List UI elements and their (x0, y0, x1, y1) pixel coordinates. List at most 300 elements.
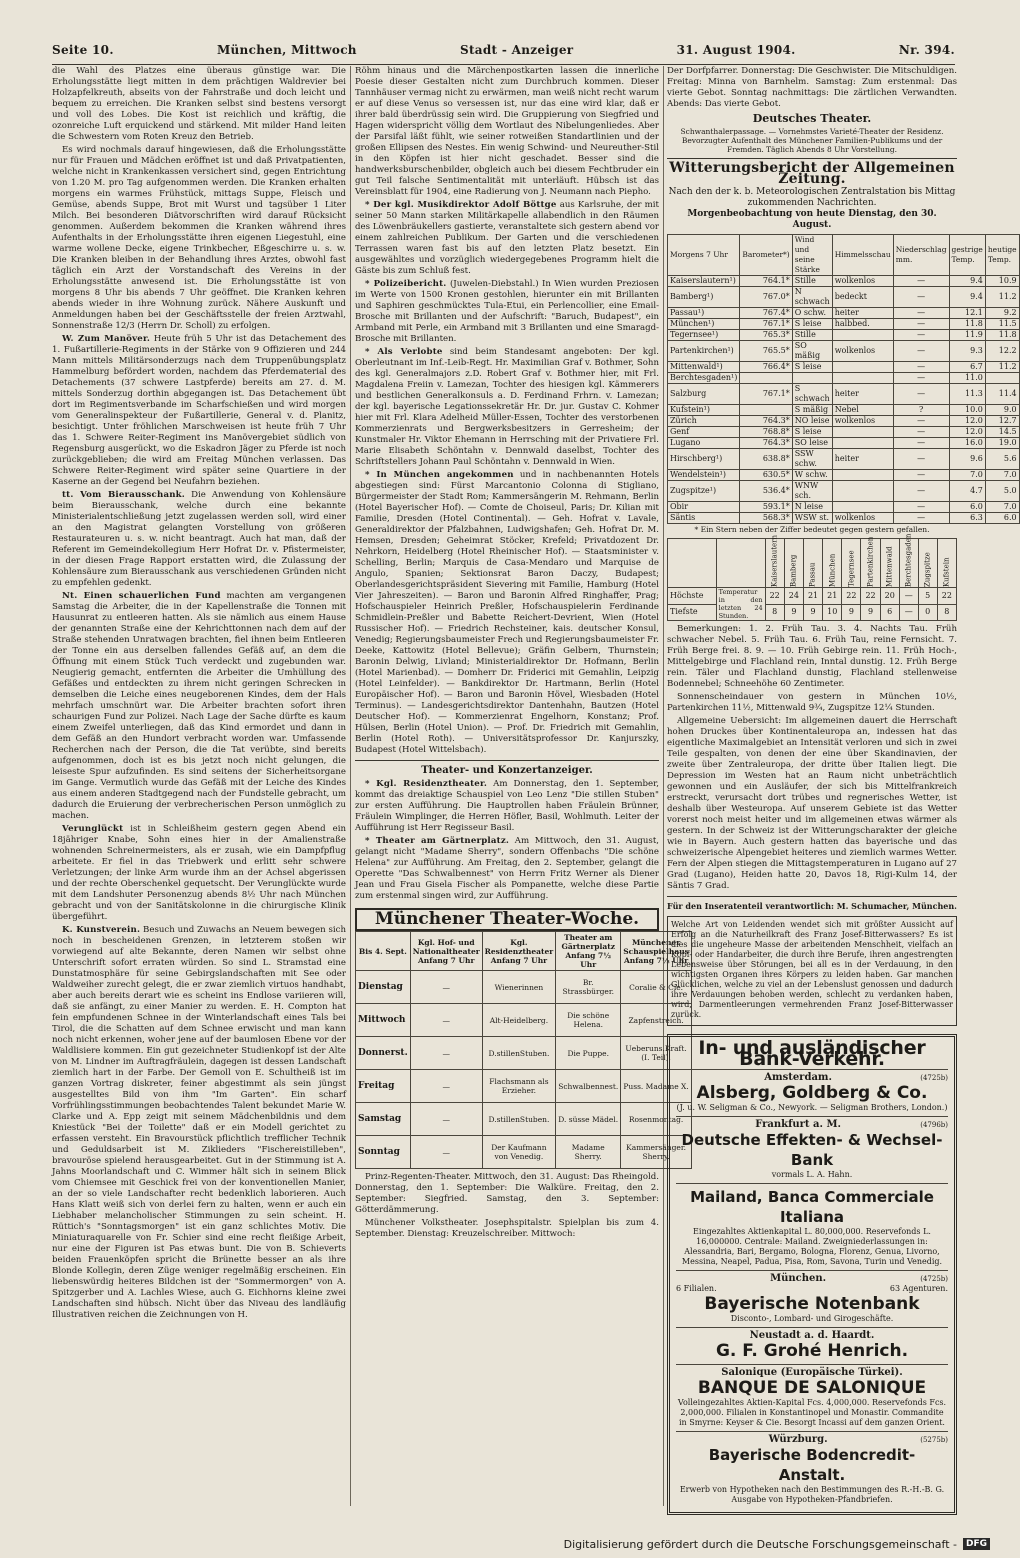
table-cell: — (893, 362, 949, 373)
table-cell (832, 438, 893, 449)
column-header: Kaiserslautern (765, 539, 784, 588)
column-header: Mittenwald (880, 539, 899, 588)
bank-entry (676, 1431, 948, 1508)
weather-note: * Ein Stern neben der Ziffer bedeutet gegen gestern gefallen. (694, 525, 930, 534)
bank-advertisement (667, 1034, 957, 1515)
bank-entry (676, 1327, 948, 1364)
article-verunglueckt (52, 824, 346, 923)
article-heading: * Der kgl. Musikdirektor Adolf Böttge (365, 200, 557, 210)
column-header: Zugspitze (918, 539, 937, 588)
table-cell: — (899, 588, 918, 605)
table-cell (792, 373, 832, 384)
table-row (668, 449, 1020, 470)
table-cell: 8 (765, 604, 784, 621)
column-header: Barometer*) (740, 235, 792, 276)
table-cell (832, 427, 893, 438)
table-cell: Wienerinnen (482, 971, 556, 1004)
ad-text: Welche Art von Leidenden wendet sich mit größter Aussicht auf Erfolg an die Naturheilkraft des Franz Josef-Bitterwassers? Es ist dies die ungeheure Masse der arbeitenden Menschheit, vielfach an Kopf- oder Handarbeiter, die durch ihre Berufe, ihren angestrengten Lebensweise über Störungen, bei all es in der Verdauung, in den wichtigsten Organen ihres Körpers zu leiden haben. Gar manchen Glücklichen, welche zu viel an der Lebenslust genossen und dadurch ihre Verdauungen behoben werden, schlecht zu verdanken haben, wird, Darmentleerungen vermehrenden Franz Josef-Bitterwasser zurück. (671, 920, 953, 1019)
table-cell: wolkenlos (832, 341, 893, 362)
station-cell: Wendelstein¹) (668, 470, 740, 481)
table-cell: 10.0 (949, 405, 985, 416)
theater-section-heading: Theater- und Konzertanzeiger. (421, 765, 593, 776)
column-header: Kgl. Hof- und Nationaltheater Anfang 7 Uhr (410, 932, 482, 971)
table-cell: 9.6 (949, 449, 985, 470)
table-row (668, 373, 1020, 384)
bank-name: Mailand, Banca Commerciale Italiana (690, 1188, 934, 1226)
table-cell: halbbed. (832, 319, 893, 330)
bank-details: Disconto-, Lombard- und Girogeschäfte. (730, 1314, 894, 1323)
station-cell: Kaiserslautern¹) (668, 276, 740, 287)
table-cell: — (893, 470, 949, 481)
article-text: Heute früh 5 Uhr ist das Detachement des 1. Fußartillerie-Regiments in der Stärke von 9 Offizieren und 244 Mann mittels Militärsonderzugs nach dem Truppenübungsplatz Hammelburg befördert worden, nachdem das Pferdematerial des Detachements (37 schwere Lastpferde) bereits am 27. d. M. mittels Sonderzug dorthin abgegangen ist. Das Detachement übt dort im Regimentsverbande im Scharfschießen und wird morgen vom Generalinspekteur der Fußartillerie, General v. d. Planitz, besichtigt. Unter fröhlichen Marschweisen ist heute früh 7 Uhr das 1. Schwere Reiter-Regiment ins Manövergebiet südlich von Regensburg ausgerückt, wo die Eskadron Jäger zu Pferde ist noch zurückgeblieben; die wird am Freitag München verlassen. Das Schwere Reiter-Regiment wird später seine Quartiere in der Kaserne an der Gegend bei Neufahrn beziehen. (52, 334, 347, 487)
table-cell: N leise (792, 502, 832, 513)
article-text: sind beim Standesamt angeboten: Der kgl. Oberleutnant im Inf.-Leib-Regt. Hr. Maximilian Graf v. Bothmer, Sohn des kgl. Generalmajors z.D. Robert Graf v. Bothmer hier, mit Frl. Magdalena Freiin v. Lamezan, Tochter des hiesigen kgl. Kämmerers und bestlichen Generalkonsuls a. D. Ferdinand Frhrn. v. Lamezan; der kgl. bayerische Legationssekretär Hr. Dr. jur. Gustav C. Kohmer hier mit Frl. Klara Adelheid Müller-Essen, Tochter des verstorbenen Kommerzienrats und Bergwerksbesitzers in Gerresheim; der Kunstmaler Hr. Viktor Ehemann in Herrsching mit der Privatiere Frl. Marie Elisabeth Schöntahn v. Dennwald daselbst, Tochter des Schriftstellers Johann Paul Schöntahn v. Dennwald in Wien. (355, 347, 659, 467)
table-cell: 5.6 (985, 449, 1019, 470)
article-text: und in nachbenannten Hotels abgestiegen sind: Fürst Marcantonio Colonna di Stigliano, Bürgermeister der Stadt Rom; Kammersängerin M. Rehmann, Berlin (Hotel Bayerischer Hof). — Comte de Choiseul, Paris; Dr. Kilian mit Familie, Dresden (Hotel Continental). — Geh. Hofrat v. Lavale, Generaldirektor der Pfalzbahnen, Ludwigshafen; Geh. Hofrat Dr. M. Hemsen, Dresden; Geheimrat Stöcker, Krefeld; Privatdozent Dr. Nehrkorn, Heidelberg (Hotel Rheinischer Hof). — Staatsminister v. Schelling, Berlin; Marquis de Casa-Mendaro und Marquise de Angulo, Spanien; Sektionsrat Baron Daczy, Budapest; Oberlandesgerichtspräsident Sievering mit Familie, Hamburg (Hotel Vier Jahreszeiten). — Baron und Baronin Alfred Ringhaffer, Prag; Hofschauspieler Heinrich Preßler, Hofschauspielerin Ferdinande Schmidlein-Preßler und Babette Reichert-Devrient, Wien (Hotel Russischer Hof). — Friedrich Rechsteiner, kais. deutscher Konsul, Venedig; Regierungsbaumeister Frech und Regierungsbaumeister Fr. Deeke, Kattowitz (Hotel Bellevue); Gräfin Gelbern, Thurnstein; Baronin Delwig, Livland; Ministerialdirektor Dr. Hofmann, Berlin (Hotel Marienbad). — Domherr Dr. Friderici mit Gemahlin, Leipzig (Hotel Leinfelder). — Bankdirektor Dr. Hartmann, Berlin (Hotel Europäischer Hof). — Baron und Baronin Hövel, Wiesbaden (Hotel Terminus). — Landesgerichtsdirektor Dantenhahn, Bautzen (Hotel Deutscher Hof). — Kommerzienrat Engelhorn, Konstanz; Prof. Hülsen, Berlin (Hotel Union). — Prof. Dr. Friedrich mit Gemahlin, Berlin (Hotel Roth). — Universitätsprofessor Dr. Kanjurszky, Budapest (Hotel Wittelsbach). (355, 470, 659, 755)
weather-remarks: Bemerkungen: 1. 2. Früh Tau. 3. 4. Nachts Tau. Früh schwacher Nebel. 5. Früh Tau. 6. Früh Tau, reine Fernsicht. 7. Früh Berge frei. 8. 9. — 10. Früh Gebirge rein. 11. Früh Hoch-, Mittelgebirge und Flachland rein, Inntal dunstig. 12. Früh Berge rein. Täler und Flachland dunstig, Flachland stellenweise Bodennebel; Schneehöhe 60 Zentimeter. (667, 624, 957, 689)
table-cell: 6.3 (949, 513, 985, 524)
column-header: Münchener Schauspielhaus Anfang 7½ Uhr (621, 932, 692, 971)
table-row (668, 405, 1020, 416)
article-kunstverein (52, 925, 346, 1321)
table-cell: 764.3* (740, 416, 792, 427)
article-heading: Verunglückt (62, 824, 124, 834)
article-paragraph: Es wird nochmals darauf hingewiesen, daß die Erholungsstätte nur für Frauen und Mädchen eröffnet ist und daß Privatpatienten, welche nicht in Krankenkassen versichert sind, gegen Entrichtung von 1.20 M. pro Tag aufgenommen werden. Die Kranken erhalten morgens ein warmes Frühstück, mittags Suppe, Fleisch und Gemüse, abends Suppe, Brot mit Wurst und tagsüber 1 Liter Milch. Bei besonderen Diätvorschriften wird darauf Rücksicht genommen. Außerdem bekommen die Kranken während ihres Aufenthalts in der Erholungsstätte ihren eigenen Liegestuhl, eine warme wollene Decke, eigene Trinkbecher, Eßgeschirre u. s. w. Die Kranken bleiben in der Behandlung ihres Arztes, obwohl fast täglich ein Arzt der Vorstandschaft des Vereins in der Erholungsstätte anwesend ist. Die Erholungsstätte ist von morgens 8 Uhr bis abends 7 Uhr geöffnet. Die Kranken kehren abends wieder in ihre Wohnung zurück. Nähere Auskunft und Anmeldungen haben bei der Geschäftsstelle der freien Arztwahl, Sonnenstraße 12/3 (Herrn Dr. Scholl) zu erfolgen. (52, 145, 346, 331)
table-cell: N schwach (792, 287, 832, 308)
article-text: (Juwelen-Diebstahl.) In Wien wurden Preziosen im Werte von 1500 Kronen gestohlen, hierunter ein mit Brillanten und Saphiren geschmücktes Tula-Etui, ein Perlencollier, eine Email-Brosche mit Brillanten und der Aufschrift: "Baruch, Budapest", ein Armband mit Perle, ein Armband mit 3 Brillanten und eine Smaragd-Brosche mit Brillanten. (355, 279, 660, 344)
table-cell: 11.4 (985, 384, 1019, 405)
table-cell (740, 373, 792, 384)
table-row (668, 588, 957, 605)
table-cell: S mäßig (792, 405, 832, 416)
article-heading: * Als Verlobte (365, 347, 443, 357)
table-cell: — (410, 1070, 482, 1103)
table-cell: 21 (823, 588, 842, 605)
article-heading: * In München angekommen (365, 470, 514, 480)
column-header: Wind und seine Stärke (792, 235, 832, 276)
table-row (668, 362, 1020, 373)
table-cell: wolkenlos (832, 276, 893, 287)
table-cell: W schw. (792, 470, 832, 481)
column-header: Himmelsschau (832, 235, 893, 276)
table-cell: — (893, 373, 949, 384)
header-date: 31. August 1904. (676, 43, 796, 57)
day-cell: Mittwoch (356, 1004, 411, 1037)
table-cell: Schwalbennest. (556, 1070, 621, 1103)
weather-table (667, 234, 1020, 524)
table-cell: 19.0 (985, 438, 1019, 449)
article-heading: K. Kunstverein. (62, 925, 141, 935)
column-header: München (823, 539, 842, 588)
bank-details: Volleingezahltes Aktien-Kapital Fcs. 4,000,000. Reservefonds Fcs. 2,000,000. Filialen in Konstantinopel und Monastir. Commandite in Smyrne: Keyser & Cie. Besorgt Incassi auf dem ganzen Orient. (677, 1398, 947, 1427)
table-cell: — (410, 971, 482, 1004)
column-header: Kgl. Residenztheater Anfang 7 Uhr (482, 932, 556, 971)
table-cell: 767.1* (740, 384, 792, 405)
bank-city: Salonique (Europäische Türkei). (721, 1367, 903, 1378)
table-cell: WSW st. (792, 513, 832, 524)
article-fund (52, 591, 346, 822)
table-cell: Alt-Heidelberg. (482, 1004, 556, 1037)
table-cell: 5 (918, 588, 937, 605)
station-cell: Salzburg (668, 384, 740, 405)
table-cell: 764.3* (740, 438, 792, 449)
bank-details: Erwerb von Hypotheken nach den Bestimmungen des R.-H.-B. G. Ausgabe von Hypotheken-Pfandbriefen. (679, 1485, 945, 1504)
table-cell: 5.0 (985, 481, 1019, 502)
table-cell: — (893, 438, 949, 449)
bank-name: BANQUE DE SALONIQUE (697, 1378, 927, 1398)
table-cell: wolkenlos (832, 513, 893, 524)
table-cell (832, 362, 893, 373)
table-row (668, 481, 1020, 502)
station-cell: Lugano (668, 438, 740, 449)
table-cell: bedeckt (832, 287, 893, 308)
table-cell: — (410, 1004, 482, 1037)
table-cell: Ueberuns.Kraft. (I. Teil). (621, 1037, 692, 1070)
table-cell: 767.1* (740, 319, 792, 330)
agency-count: 63 Agenturen. (889, 1284, 948, 1293)
table-cell: 11.3 (949, 384, 985, 405)
table-cell: 22 (765, 588, 784, 605)
table-cell: — (893, 416, 949, 427)
table-cell: heiter (832, 449, 893, 470)
day-cell: Freitag (356, 1070, 411, 1103)
dfg-logo: DFG (963, 1538, 990, 1550)
table-cell: 20 (880, 588, 899, 605)
table-cell: — (893, 427, 949, 438)
temperature-table (667, 533, 957, 621)
table-cell: D.stillenStuben. (482, 1037, 556, 1070)
row-label: Tiefste (668, 604, 717, 621)
table-cell: WNW sch. (792, 481, 832, 502)
column-1 (52, 66, 346, 1506)
station-cell: Passau¹) (668, 308, 740, 319)
footer-text: Digitalisierung gefördert durch die Deutsche Forschungsgemeinschaft - (563, 1537, 957, 1551)
table-row (668, 427, 1020, 438)
table-cell: — (893, 513, 949, 524)
article-text: aus Karlsruhe, der mit seiner 50 Mann starken Militärkapelle allabendlich in den Räumen des Löwenbräukellers gastierte, veranstaltete sich gestern abend vor einem zahlreichen Publikum. Der Garten und die verschiedenen Terrassen waren fast bis auf den letzten Platz besetzt. Ein ausgewähltes und vorzüglich wiedergegebenes Programm hielt die Gäste bis zum Schluß fest. (355, 200, 660, 276)
article-heading: * Kgl. Residenztheater. (365, 779, 488, 789)
station-cell: Zugspitze¹) (668, 481, 740, 502)
table-header-row (668, 235, 1020, 276)
column-rule (350, 66, 351, 1506)
table-cell: Coralie & Cie. (621, 971, 692, 1004)
table-cell: 12.7 (985, 416, 1019, 427)
franz-josef-ad (667, 916, 957, 1026)
table-cell: — (893, 502, 949, 513)
table-cell: 22 (861, 588, 880, 605)
table-row (356, 1037, 692, 1070)
column-header: Kufstein (937, 539, 956, 588)
table-row (668, 502, 1020, 513)
table-row (668, 470, 1020, 481)
branch-count: 6 Filialen. (676, 1284, 717, 1293)
table-cell: SO mäßig (792, 341, 832, 362)
day-cell: Samstag (356, 1103, 411, 1136)
table-cell: 7.0 (985, 470, 1019, 481)
table-cell: 11.2 (985, 362, 1019, 373)
page-header (52, 40, 955, 65)
table-cell: 766.4* (740, 362, 792, 373)
column-header: heutige Temp. (985, 235, 1019, 276)
page-number: Seite 10. (52, 43, 114, 57)
table-row (356, 971, 692, 1004)
table-cell: Der Kaufmann von Venedig. (482, 1136, 556, 1169)
table-cell: 22 (937, 588, 956, 605)
station-cell: München¹) (668, 319, 740, 330)
article-text: Am Mittwoch, den 31. August, gelangt nicht "Madame Sherry", sondern Offenbachs "Die schöne Helena" zur Aufführung. Am Freitag, den 2. September, gelangt die Operette "Das Schwalbennest" von Herrn Fritz Werner als Diener Jean und Frau Gisela Fischer als Pompanette, welche diese Partie zum erstenmal singen wird, zur Aufführung. (355, 836, 660, 901)
table-cell: 16.0 (949, 438, 985, 449)
table-cell: 11.2 (985, 287, 1019, 308)
column-header: Niederschlag mm. (893, 235, 949, 276)
table-cell: 4.7 (949, 481, 985, 502)
table-cell: 6.7 (949, 362, 985, 373)
column-header: Bamberg (784, 539, 803, 588)
station-cell: Berchtesgaden¹) (668, 373, 740, 384)
header-paper-title: Stadt - Anzeiger (459, 43, 574, 57)
day-cell: Dienstag (356, 971, 411, 1004)
table-cell: 11.8 (949, 319, 985, 330)
table-cell: Madame Sherry. (556, 1136, 621, 1169)
article-text: Besuch und Zuwachs an Neuem bewegen sich noch in bescheidenen Grenzen, in letzterem stoßen wir vorwiegend auf alte Bekannte, deren Namen wir selbst ohne Unterschrift sofort erraten würden. So sind L. Stramstad eine Dunstatmosphäre für seine Gebirgslandschaften mit See oder Waldweiher zurecht gelegt, die er zwar ziemlich virtuos handhabt, aber auch bereits derart wie es scheint ins Endlose variieren will, daß sie anfängt, zu einer Manier zu werden. E. H. Compton hat fein empfundenen Schnee in der Winterlandschaft eines Tals bei Tirol, die die Schatten auf dem Schnee erwischt und man kann noch nicht erkennen, woher jene auf der baumlosen Ebene vor der Waldlisiere kommen. Ein gut gezeichneter Studienkopf ist der Alte von M. Lindner im Auftragfräulein, dagegen ist dessen Landschaft ziemlich hart in der Farbe. Der Gemoll von E. Schultheiß ist im ganzen Vortrag diskreter, feiner abgestimmt als sein jüngst ausgestelltes Bild von ihm "Im Garten". Ein scharf Vorfrühlingsstimmungen beobachtendes Talent bekundet Marie W. Clarke und A. Epp zeigt mit seinem Mädchenbildnis und dem Kniestück "Bei der Toilette" daß er ein Modell gerichtet zu erfassen versteht. Ein Bravourstück pflichtlich trefflicher Technik und Geduldsarbeit ist M. Ziklieders "Fischereistilleben", bravouröse spielend herausgearbeitet. Gut in der Stimmung ist A. Jahns Moorlandschaft und C. Wimmer hält sich in seinem Blick vom Chiemsee mit Geschick frei von der konventionellen Manier, an der so viele Landschafter recht bedenklich laborieren. Auch Hans Klatt weiß sich von derlei fern zu halten, wenn er auch ein Liebhaber melancholischer Stimmungen zu sein scheint. H. Rüttich's "Sonntagsmorgen" ist ein ganz schlichtes Motiv. Die Miniaturaquarelle von Fr. Schier sind eine recht fleißige Arbeit, nur eine der Figuren ist Pas etwas bunt. Die von B. Schieverts beiden Frauenköpfen spricht die Brünette besser an als ihre Blonde Kollegin, deren Züge weniger regelmäßig erscheinen. Ein liebenswürdig heiteres Bildchen ist der "Sommermorgen" von A. Spitzgerber und A. Lachles Wiese, auch G. Eichhorns kleine zwei Landschaften sind hübsch. Nicht über das Niveau des landläufig Illustrativen reichen die Zeichnungen von H. (52, 925, 347, 1320)
day-cell: Donnerst. (356, 1037, 411, 1070)
article-heading: Nt. Einen schauerlichen Fund (62, 591, 221, 601)
table-row (356, 1136, 692, 1169)
table-row (356, 1004, 692, 1037)
bank-details: Eingezahltes Aktienkapital L. 80,000,000. Reservefonds L. 16,000000. Centrale: Mailand. Zweigniederlassungen in: Alessandria, Bari, Bergamo, Bologna, Florenz, Genua, Livorno, Messina, Neapel, Padua, Pisa, Rom, Savona, Turin und Venedig. (681, 1227, 943, 1266)
responsibility-note: Für den Inseratenteil verantwortlich: M. Schumacher, München. (667, 901, 957, 911)
table-cell: — (893, 276, 949, 287)
bank-name: Alsberg, Goldberg & Co. (696, 1083, 928, 1103)
article-text: machten am vergangenen Samstag die Arbeiter, die in der Kapellenstraße die Tonnen mit Hausunrat zu entleeren hatten. Als sie nämlich aus einem Hause der genannten Straße eine der Kehrichttonnen nach dem auf der Straße stehenden Unratwagen brachten, fiel ihnen beim Entleeren der Tonne ein aus derselben fallendes Gefäß auf, an dem die Öffnung mit einem Stück Tuch verdeckt und zugebunden war. Neugierig gemacht, entfernten die Arbeiter die Umhüllung des Gefäßes und entdeckten zu ihrem nicht geringen Schrecken in demselben die Leiche eines neugeborenen Kindes, dem der Hals mehrfach umschnürt war. Die Arbeiter brachten sofort ihren schaurigen Fund zur Polizei. Nach Lage der Sache dürfte es kaum einem Zweifel unterliegen, daß das Kind ermordet und dann in dem Gefäß an den Hundort verbracht worden war. Umfassende Recherchen nach der Person, die die Tat verübte, sind bereits aufgenommen, doch ist es bis jetzt noch nicht gelungen, die leiseste Spur aufzufinden. Es sind seitens der Sicherheitsorgane im Gange. Vermutlich wurde das Gefäß mit der Leiche des Kindes aus einem anderen Stadtgegend nach der Fundstelle gebracht, um dadurch die Eruierung der verbrecherischen Person unmöglich zu machen. (52, 591, 346, 821)
bank-details: vormals L. A. Hahn. (771, 1170, 853, 1179)
deutsches-theater-text: Schwanthalerpassage. — Vornehmstes Varieté-Theater der Residenz. Bevorzugter Aufenthalt des Münchener Familien-Publikums und der Fremden. Täglich Abends 8 Uhr Vorstellung. (680, 127, 944, 154)
table-cell: heiter (832, 308, 893, 319)
sunshine-duration: Sonnenscheindauer von gestern in München 10½, Partenkirchen 11½, Mittenwald 9¾, Zugspitze 12¼ Stunden. (667, 692, 957, 713)
table-cell: 11.5 (985, 319, 1019, 330)
table-cell: — (893, 481, 949, 502)
table-cell: 9.0 (985, 405, 1019, 416)
article-heading: * Theater am Gärtnerplatz. (365, 836, 510, 846)
table-cell: — (899, 604, 918, 621)
table-row (668, 604, 957, 621)
table-cell: 568.3* (740, 513, 792, 524)
bank-city: München. (770, 1273, 827, 1284)
bank-entry (676, 1183, 948, 1270)
table-cell: SO leise (792, 438, 832, 449)
table-cell: 765.3* (740, 330, 792, 341)
table-cell: 12.0 (949, 427, 985, 438)
table-cell (832, 470, 893, 481)
ad-reference: (4725b) (920, 1074, 948, 1082)
ad-reference: (4796b) (920, 1121, 948, 1129)
bank-entry (676, 1270, 948, 1327)
table-cell: 767.4* (740, 308, 792, 319)
article-verlobte (355, 347, 659, 468)
article-text: ist in Schleißheim gestern gegen Abend ein 18jähriger Knabe, Sohn eines hier in der Amalienstraße wohnenden Schreinermeisters, als er zusah, wie ein Dampfpflug arbeitete. Er fiel in das Triebwerk und erlitt sehr schwere Verletzungen; der linke Arm wurde ihm an der Achsel abgerissen und der rechte Oberschenkel gequetscht. Der Verunglückte wurde mit dem Landshuter Personenzug abends 8½ Uhr nach München gebracht und von der Sanitätskolonne in die chirurgische Klinik übergeführt. (52, 824, 347, 922)
table-cell: 21 (803, 588, 822, 605)
theater-week-table (355, 931, 692, 1169)
prinzregenten-listing: Prinz-Regenten-Theater. Mittwoch, den 31. August: Das Rheingold. Donnerstag, den 1. September: Die Walküre. Freitag, den 2. September: Siegfried. Samstag, den 3. September: Götterdämmerung. (355, 1172, 659, 1215)
divider (355, 760, 659, 761)
bank-name: G. F. Grohé Henrich. (715, 1341, 909, 1361)
table-cell (985, 373, 1019, 384)
table-row (668, 287, 1020, 308)
table-cell: Stille (792, 276, 832, 287)
bank-name: Bayerische Notenbank (704, 1294, 920, 1314)
station-cell: Genf (668, 427, 740, 438)
deutsches-theater-heading: Deutsches Theater. (752, 112, 872, 125)
row-label: Temperatur in den letzten 24 Stunden. (716, 588, 765, 621)
table-cell: 536.4* (740, 481, 792, 502)
table-cell: heiter (832, 384, 893, 405)
table-cell: ? (893, 405, 949, 416)
table-cell: 8 (937, 604, 956, 621)
row-label: Höchste (668, 588, 717, 605)
column-header (716, 539, 765, 588)
table-cell: 11.8 (985, 330, 1019, 341)
table-cell (832, 502, 893, 513)
column-header: Passau (803, 539, 822, 588)
digitization-footer (0, 1530, 1000, 1558)
table-row (668, 513, 1020, 524)
table-cell: 12.1 (949, 308, 985, 319)
station-cell: Tegernsee¹) (668, 330, 740, 341)
table-cell: 593.1* (740, 502, 792, 513)
column-header: gestrige Temp. (949, 235, 985, 276)
article-heading: W. Zum Manöver. (62, 334, 151, 344)
article-paragraph: Röhm hinaus und die Märchenpostkarten lassen die innerliche Poesie dieser Gestalten nicht zum Durchbruch kommen. Dieser Tannhäuser vermag nicht zu erwärmen, man weiß nicht recht warum er auf diese Venus so versessen ist, nur das eine wird klar, daß er ihrer bald überdrüssig sein wird. Die Gruppierung von Siegfried und Hagen widerspricht völlig dem Wortlaut des Nibelungenliedes. Aber der Parsifal läßt fühlt, wie seiner rotweißen Standartlinien und der großen Ellipsen des Nestes. Ein wenig Schwind- und Neureuther-Stil in den Köpfen ist hier nicht geschadet. Besser sind die handwerksburschenbilder, obgleich auch bei diesem Fechtbruder ein gut Teil falsche Sentimentalität mit unterläuft. Hübsch ist das Vereinsblatt für 1904, eine Radierung von J. Neumann nach Piepho. (355, 66, 659, 197)
divider (667, 896, 957, 897)
table-cell: 9 (803, 604, 822, 621)
table-cell: Stille (792, 330, 832, 341)
day-cell: Sonntag (356, 1136, 411, 1169)
table-cell: wolkenlos (832, 416, 893, 427)
table-cell: 10.9 (985, 276, 1019, 287)
bank-name: Deutsche Effekten- & Wechsel-Bank (681, 1131, 943, 1169)
table-cell: 9.4 (949, 276, 985, 287)
table-cell: 11.0 (949, 373, 985, 384)
table-cell: 24 (784, 588, 803, 605)
header-issue-number: Nr. 394. (898, 43, 955, 57)
table-cell: Puss. Madame X. (621, 1070, 692, 1103)
table-cell: SSW schw. (792, 449, 832, 470)
table-cell: 22 (842, 588, 861, 605)
table-cell: — (893, 287, 949, 308)
table-cell: — (893, 330, 949, 341)
table-row (668, 276, 1020, 287)
table-cell: — (410, 1136, 482, 1169)
volkstheater-listing: Münchener Volkstheater. Josephspitalstr. Spielplan bis zum 4. September. Dienstag: Kreuzelschreiber. Mittwoch: (355, 1218, 659, 1239)
table-cell (740, 405, 792, 416)
column-3 (667, 66, 1017, 1506)
table-cell: O schw. (792, 308, 832, 319)
table-cell: 630.5* (740, 470, 792, 481)
station-cell: Obir (668, 502, 740, 513)
table-cell: 9 (842, 604, 861, 621)
table-row (668, 341, 1020, 362)
table-cell: 9.4 (949, 287, 985, 308)
table-cell: 12.0 (949, 416, 985, 427)
table-cell: Nebel (832, 405, 893, 416)
table-cell: 7.0 (985, 502, 1019, 513)
table-cell: Zapfenstreich. (621, 1004, 692, 1037)
table-row (356, 1070, 692, 1103)
table-cell: 767.0* (740, 287, 792, 308)
table-cell: Die Puppe. (556, 1037, 621, 1070)
table-cell: — (893, 341, 949, 362)
table-row (356, 1103, 692, 1136)
table-cell: D.stillenStuben. (482, 1103, 556, 1136)
divider (667, 158, 957, 159)
table-cell: — (410, 1037, 482, 1070)
article-manoever (52, 334, 346, 488)
bank-entry (676, 1069, 948, 1116)
table-cell: Rosenmontag. (621, 1103, 692, 1136)
table-row (668, 319, 1020, 330)
bank-city: Würzburg. (768, 1434, 828, 1445)
table-cell: — (893, 319, 949, 330)
theater-week-title: Münchener Theater-Woche. (355, 908, 659, 931)
station-cell: Bamberg¹) (668, 287, 740, 308)
table-cell: 9.2 (985, 308, 1019, 319)
column-header: Berchtesgaden (899, 539, 918, 588)
table-cell: S leise (792, 319, 832, 330)
article-heading: tt. Vom Bierausschank. (62, 490, 186, 500)
column-rule (663, 66, 664, 1506)
table-cell: Kammersänger. Sherry. (621, 1136, 692, 1169)
table-cell: 764.1* (740, 276, 792, 287)
table-cell: Die schöne Helena. (556, 1004, 621, 1037)
ad-reference: (5275b) (920, 1436, 948, 1444)
article-residenztheater (355, 779, 659, 834)
bank-details: (J. u. W. Seligman & Co., Newyork. — Seligman Brothers, London.) (676, 1103, 948, 1112)
station-cell: Hirschberg¹) (668, 449, 740, 470)
table-cell: 768.8* (740, 427, 792, 438)
table-cell (832, 330, 893, 341)
bank-branch-row (676, 1284, 948, 1294)
table-cell: 6.0 (985, 513, 1019, 524)
table-cell: 9.3 (949, 341, 985, 362)
article-heading: * Polizeibericht. (365, 279, 447, 289)
table-cell: 6 (880, 604, 899, 621)
table-cell: — (893, 384, 949, 405)
weather-report-title: Witterungsbericht der Allgemeinen Zeitung. (669, 160, 955, 187)
table-cell: NO leise (792, 416, 832, 427)
table-cell: 11.9 (949, 330, 985, 341)
column-header: Partenkirchen (861, 539, 880, 588)
table-cell: — (893, 308, 949, 319)
table-cell (832, 373, 893, 384)
bank-entry (676, 1116, 948, 1183)
table-cell: 14.5 (985, 427, 1019, 438)
schauspiel-listing: Der Dorfpfarrer. Donnerstag: Die Geschwister. Die Mitschuldigen. Freitag: Minna von Barnhelm. Samstag: Zum erstenmal: Das vierte Gebot. Sonntag nachmittags: Die zärtlichen Verwandten. Abends: Das vierte Gebot. (667, 66, 957, 109)
table-cell: Flachsmann als Erzieher. (482, 1070, 556, 1103)
station-cell: Partenkirchen¹) (668, 341, 740, 362)
table-cell: S leise (792, 362, 832, 373)
table-row (668, 308, 1020, 319)
header-location: München, Mittwoch (216, 43, 357, 57)
station-cell: Zürich (668, 416, 740, 427)
table-row (668, 384, 1020, 405)
table-header-row (668, 539, 957, 588)
table-cell: 10 (823, 604, 842, 621)
article-text: Die Anwendung von Kohlensäure beim Bierausschank, welche durch eine bekannte Ministerialentschließung jetzt zugelassen werden soll, wird einer an den Magistrat gelangten Vorstellung von größeren Restaurateuren u. s. w. nicht beantragt. Auch hat man, daß der Referent im Gemeindekollegium Herr Hofrat Dr. v. Pfistermeister, in der diesen Frage Rapport erstatten wird, die Zulassung der Kohlensäure zum Bierausschank aus verschiedenen Gründen nicht zu empfehlen gedenkt. (52, 490, 346, 588)
table-cell: 9 (861, 604, 880, 621)
table-cell: — (893, 449, 949, 470)
weather-report-date: Morgenbeobachtung von heute Dienstag, den 30. August. (687, 209, 937, 230)
table-row (668, 330, 1020, 341)
bank-ad-title: In- und ausländischer Bank-Verkehr. (698, 1037, 926, 1070)
